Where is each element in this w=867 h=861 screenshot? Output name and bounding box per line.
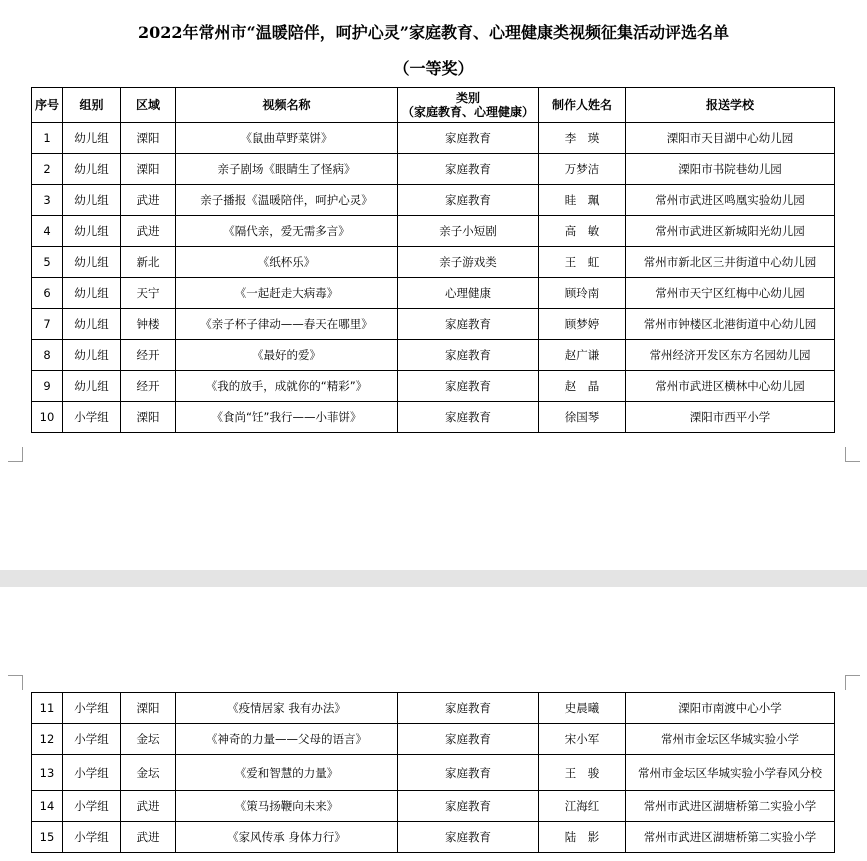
cell-video: 《疫情居家 我有办法》 xyxy=(176,693,398,724)
cell-video: 《一起赶走大病毒》 xyxy=(176,278,398,309)
cell-group: 幼儿组 xyxy=(63,216,121,247)
cell-category: 家庭教育 xyxy=(398,755,539,791)
cell-school: 溧阳市天目湖中心幼儿园 xyxy=(626,123,835,154)
cell-no: 1 xyxy=(32,123,63,154)
cell-video: 《我的放手，成就你的“精彩”》 xyxy=(176,371,398,402)
cell-author: 赵广谦 xyxy=(539,340,626,371)
cell-video: 《食尚“饪”我行——小菲饼》 xyxy=(176,402,398,433)
cell-no: 10 xyxy=(32,402,63,433)
cell-author: 史晨曦 xyxy=(539,693,626,724)
cell-author: 顾玲南 xyxy=(539,278,626,309)
cell-region: 武进 xyxy=(121,822,176,853)
table-row xyxy=(32,402,835,433)
cell-no: 8 xyxy=(32,340,63,371)
page-separator xyxy=(0,570,867,587)
cell-video: 《神奇的力量——父母的语言》 xyxy=(176,724,398,755)
header-region: 区域 xyxy=(121,88,176,123)
cell-video: 《鼠曲草野菜饼》 xyxy=(176,123,398,154)
cell-region: 钟楼 xyxy=(121,309,176,340)
cell-video: 《最好的爱》 xyxy=(176,340,398,371)
cell-region: 武进 xyxy=(121,791,176,822)
cell-category: 家庭教育 xyxy=(398,123,539,154)
cell-group: 幼儿组 xyxy=(63,371,121,402)
cell-category: 家庭教育 xyxy=(398,309,539,340)
cell-category: 家庭教育 xyxy=(398,154,539,185)
cell-group: 幼儿组 xyxy=(63,278,121,309)
cell-region: 武进 xyxy=(121,216,176,247)
cell-group: 小学组 xyxy=(63,791,121,822)
table-row xyxy=(32,755,835,791)
cell-category: 亲子游戏类 xyxy=(398,247,539,278)
cell-video: 《隔代亲，爱无需多言》 xyxy=(176,216,398,247)
table-row xyxy=(32,309,835,340)
cell-video: 亲子播报《温暖陪伴，呵护心灵》 xyxy=(176,185,398,216)
cell-video: 《爱和智慧的力量》 xyxy=(176,755,398,791)
table-row xyxy=(32,371,835,402)
table-row xyxy=(32,278,835,309)
cell-region: 溧阳 xyxy=(121,154,176,185)
table-header-row xyxy=(32,88,835,123)
table-row xyxy=(32,724,835,755)
cell-category: 心理健康 xyxy=(398,278,539,309)
cell-author: 王 虹 xyxy=(539,247,626,278)
cell-school: 常州市武进区湖塘桥第二实验小学 xyxy=(626,791,835,822)
cell-no: 12 xyxy=(32,724,63,755)
cell-school: 溧阳市西平小学 xyxy=(626,402,835,433)
cell-author: 江海红 xyxy=(539,791,626,822)
cell-no: 14 xyxy=(32,791,63,822)
cell-group: 幼儿组 xyxy=(63,247,121,278)
cell-no: 2 xyxy=(32,154,63,185)
cell-author: 眭 珮 xyxy=(539,185,626,216)
cell-school: 常州市新北区三井街道中心幼儿园 xyxy=(626,247,835,278)
cell-school: 溧阳市书院巷幼儿园 xyxy=(626,154,835,185)
cell-group: 小学组 xyxy=(63,822,121,853)
cell-category: 家庭教育 xyxy=(398,185,539,216)
cell-group: 幼儿组 xyxy=(63,185,121,216)
cell-no: 6 xyxy=(32,278,63,309)
table-body-page-1 xyxy=(32,123,835,433)
cell-school: 常州市武进区新城阳光幼儿园 xyxy=(626,216,835,247)
cell-category: 亲子小短剧 xyxy=(398,216,539,247)
awards-table-page-1 xyxy=(31,87,835,433)
cell-author: 徐国琴 xyxy=(539,402,626,433)
document-title: 2022年常州市“温暖陪伴，呵护心灵”家庭教育、心理健康类视频征集活动评选名单 xyxy=(138,23,729,42)
page-crop-mark xyxy=(8,675,23,690)
cell-video: 亲子剧场《眼睛生了怪病》 xyxy=(176,154,398,185)
cell-school: 常州市金坛区华城实验小学 xyxy=(626,724,835,755)
cell-video: 《策马扬鞭向未来》 xyxy=(176,791,398,822)
cell-group: 小学组 xyxy=(63,724,121,755)
cell-group: 小学组 xyxy=(63,693,121,724)
cell-video: 《家风传承 身体力行》 xyxy=(176,822,398,853)
table-row xyxy=(32,247,835,278)
cell-category: 家庭教育 xyxy=(398,791,539,822)
header-category-line1: 类别 xyxy=(455,91,480,105)
cell-video: 《纸杯乐》 xyxy=(176,247,398,278)
page-crop-mark xyxy=(8,447,23,462)
cell-category: 家庭教育 xyxy=(398,340,539,371)
header-no: 序号 xyxy=(32,88,63,123)
cell-school: 常州市武进区鸣凰实验幼儿园 xyxy=(626,185,835,216)
cell-region: 经开 xyxy=(121,371,176,402)
table-row xyxy=(32,216,835,247)
page-crop-mark xyxy=(845,675,860,690)
cell-category: 家庭教育 xyxy=(398,724,539,755)
cell-author: 宋小军 xyxy=(539,724,626,755)
header-category xyxy=(398,88,539,123)
header-category-line2: （家庭教育、心理健康） xyxy=(401,105,534,119)
cell-category: 家庭教育 xyxy=(398,822,539,853)
table-row xyxy=(32,791,835,822)
cell-no: 4 xyxy=(32,216,63,247)
cell-school: 常州市天宁区红梅中心幼儿园 xyxy=(626,278,835,309)
cell-group: 幼儿组 xyxy=(63,309,121,340)
cell-group: 幼儿组 xyxy=(63,154,121,185)
cell-school: 常州市钟楼区北港街道中心幼儿园 xyxy=(626,309,835,340)
cell-author: 李 瑛 xyxy=(539,123,626,154)
cell-region: 金坛 xyxy=(121,755,176,791)
cell-school: 常州市武进区湖塘桥第二实验小学 xyxy=(626,822,835,853)
cell-region: 武进 xyxy=(121,185,176,216)
cell-no: 3 xyxy=(32,185,63,216)
cell-region: 金坛 xyxy=(121,724,176,755)
cell-group: 幼儿组 xyxy=(63,340,121,371)
page-crop-mark xyxy=(845,447,860,462)
table-row xyxy=(32,185,835,216)
cell-region: 溧阳 xyxy=(121,123,176,154)
cell-school: 溧阳市南渡中心小学 xyxy=(626,693,835,724)
cell-no: 5 xyxy=(32,247,63,278)
cell-no: 11 xyxy=(32,693,63,724)
header-group: 组别 xyxy=(63,88,121,123)
header-author: 制作人姓名 xyxy=(539,88,626,123)
table-row xyxy=(32,154,835,185)
cell-region: 溧阳 xyxy=(121,402,176,433)
cell-no: 9 xyxy=(32,371,63,402)
cell-category: 家庭教育 xyxy=(398,693,539,724)
cell-no: 13 xyxy=(32,755,63,791)
cell-region: 新北 xyxy=(121,247,176,278)
document-page-2 xyxy=(0,587,867,861)
cell-category: 家庭教育 xyxy=(398,371,539,402)
cell-region: 天宁 xyxy=(121,278,176,309)
cell-author: 顾梦婷 xyxy=(539,309,626,340)
cell-region: 经开 xyxy=(121,340,176,371)
cell-video: 《亲子杯子律动——春天在哪里》 xyxy=(176,309,398,340)
table-row xyxy=(32,340,835,371)
cell-school: 常州市武进区横林中心幼儿园 xyxy=(626,371,835,402)
header-school: 报送学校 xyxy=(626,88,835,123)
cell-author: 万梦洁 xyxy=(539,154,626,185)
cell-school: 常州市金坛区华城实验小学春风分校 xyxy=(626,755,835,791)
cell-author: 高 敏 xyxy=(539,216,626,247)
cell-school: 常州经济开发区东方名园幼儿园 xyxy=(626,340,835,371)
table-row xyxy=(32,693,835,724)
cell-no: 7 xyxy=(32,309,63,340)
cell-no: 15 xyxy=(32,822,63,853)
cell-author: 王 骏 xyxy=(539,755,626,791)
document-subtitle: （一等奖） xyxy=(393,59,474,78)
table-row xyxy=(32,123,835,154)
table-row xyxy=(32,822,835,853)
cell-group: 小学组 xyxy=(63,755,121,791)
cell-group: 小学组 xyxy=(63,402,121,433)
cell-region: 溧阳 xyxy=(121,693,176,724)
cell-author: 陆 影 xyxy=(539,822,626,853)
cell-author: 赵 晶 xyxy=(539,371,626,402)
cell-category: 家庭教育 xyxy=(398,402,539,433)
table-body-page-2 xyxy=(32,693,835,853)
cell-group: 幼儿组 xyxy=(63,123,121,154)
awards-table-page-2 xyxy=(31,692,835,853)
header-video: 视频名称 xyxy=(176,88,398,123)
